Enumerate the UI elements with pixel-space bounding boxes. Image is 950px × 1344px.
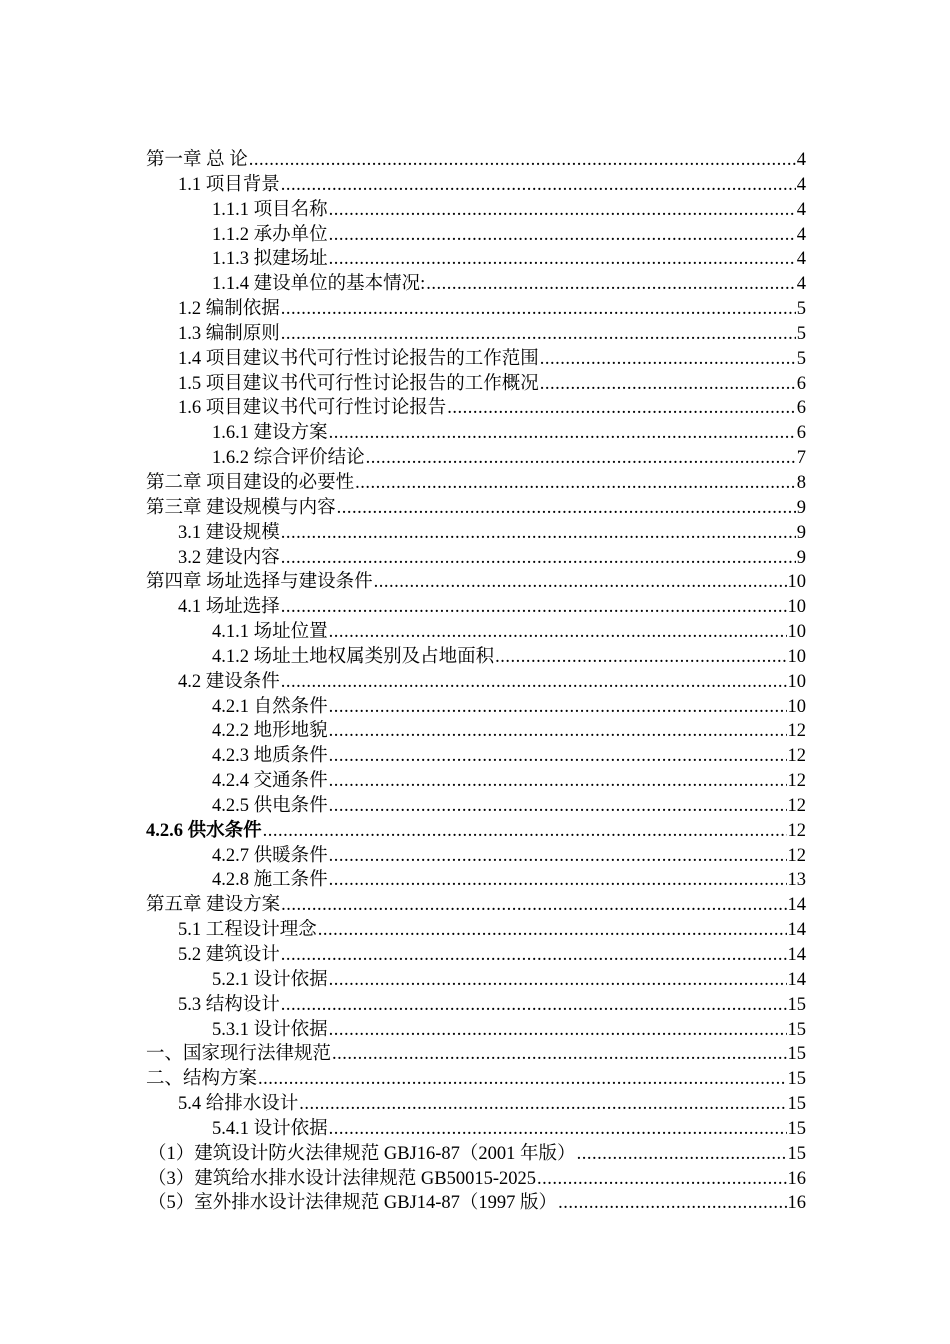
toc-dot-leader: [281, 322, 796, 347]
toc-entry-title: 第五章 建设方案: [146, 895, 281, 916]
toc-entry-title: 5.2 建筑设计: [178, 945, 280, 965]
toc-entry[interactable]: [146, 1042, 806, 1067]
toc-dot-leader: [329, 844, 787, 869]
toc-entry-page-number: 10: [787, 696, 806, 717]
toc-dot-leader: [329, 769, 787, 794]
toc-entry[interactable]: [146, 297, 806, 322]
toc-entry-title: 4.2.6 供水条件: [146, 820, 262, 841]
toc-dot-leader: [299, 1092, 786, 1117]
toc-entry[interactable]: [146, 421, 806, 446]
toc-dot-leader: [495, 645, 786, 670]
toc-dot-leader: [355, 471, 796, 496]
toc-entry-page-number: 15: [787, 994, 806, 1015]
toc-entry-page-number: 8: [796, 472, 806, 493]
toc-entry-page-number: 14: [787, 945, 806, 965]
table-of-contents: [146, 148, 806, 1216]
toc-dot-leader: [329, 247, 796, 272]
toc-entry-title: 第四章 场址选择与建设条件: [146, 572, 373, 593]
toc-dot-leader: [329, 1117, 787, 1142]
toc-entry[interactable]: [146, 496, 806, 521]
toc-entry-page-number: 6: [796, 373, 806, 394]
toc-entry-page-number: 15: [787, 1044, 806, 1065]
toc-dot-leader: [329, 744, 787, 769]
toc-entry-title: 第一章 总 论: [146, 150, 248, 170]
toc-dot-leader: [258, 1067, 786, 1092]
toc-dot-leader: [281, 521, 796, 546]
toc-entry[interactable]: [146, 844, 806, 869]
toc-entry[interactable]: [146, 769, 806, 794]
toc-entry-title: （3）建筑给水排水设计法律规范 GB50015-2025: [148, 1168, 536, 1189]
toc-entry-title: 3.2 建设内容: [178, 547, 280, 568]
toc-dot-leader: [337, 496, 796, 521]
toc-dot-leader: [329, 794, 787, 819]
toc-dot-leader: [329, 719, 787, 744]
toc-dot-leader: [329, 620, 787, 645]
toc-dot-leader: [281, 173, 796, 198]
toc-entry[interactable]: [146, 719, 806, 744]
toc-entry-page-number: 15: [787, 1143, 806, 1164]
toc-entry-title: 4.2.7 供暖条件: [212, 845, 328, 866]
toc-entry-title: 5.4 给排水设计: [178, 1094, 299, 1115]
toc-entry-title: 1.1.1 项目名称: [212, 199, 328, 220]
toc-entry-page-number: 14: [787, 969, 806, 990]
toc-entry-page-number: 9: [796, 497, 806, 518]
toc-dot-leader: [366, 446, 796, 471]
toc-entry-page-number: 10: [787, 597, 806, 618]
toc-dot-leader: [263, 819, 787, 844]
toc-entry[interactable]: [146, 247, 806, 272]
toc-dot-leader: [329, 1018, 787, 1043]
toc-entry[interactable]: [146, 396, 806, 421]
toc-dot-leader: [447, 396, 795, 421]
toc-entry-title: 1.2 编制依据: [178, 299, 280, 320]
toc-entry[interactable]: [146, 695, 806, 720]
toc-entry-page-number: 15: [787, 1094, 806, 1115]
toc-entry-title: 5.2.1 设计依据: [212, 969, 328, 990]
toc-entry-title: 1.6 项目建议书代可行性讨论报告: [178, 398, 447, 419]
toc-entry-page-number: 12: [787, 845, 806, 866]
toc-entry-title: 1.6.1 建设方案: [212, 423, 328, 444]
toc-entry-page-number: 12: [787, 721, 806, 742]
toc-entry[interactable]: [146, 620, 806, 645]
toc-entry[interactable]: [146, 794, 806, 819]
toc-entry[interactable]: [146, 1142, 806, 1167]
toc-entry-title: 3.1 建设规模: [178, 522, 280, 543]
toc-entry-page-number: 9: [796, 522, 806, 543]
toc-entry[interactable]: [146, 546, 806, 571]
toc-entry-title: 4.2.3 地质条件: [212, 746, 328, 767]
toc-entry-page-number: 14: [787, 895, 806, 916]
toc-entry[interactable]: [146, 1092, 806, 1117]
toc-dot-leader: [281, 546, 796, 571]
toc-dot-leader: [329, 421, 796, 446]
toc-dot-leader: [281, 670, 787, 695]
toc-entry-page-number: 5: [796, 323, 806, 344]
toc-dot-leader: [329, 695, 787, 720]
toc-entry-page-number: 5: [796, 348, 806, 369]
toc-entry[interactable]: [146, 1018, 806, 1043]
toc-entry-title: 1.1 项目背景: [178, 174, 280, 195]
toc-dot-leader: [329, 968, 787, 993]
toc-entry[interactable]: [146, 223, 806, 248]
toc-dot-leader: [281, 297, 796, 322]
toc-entry[interactable]: [146, 372, 806, 397]
toc-entry-page-number: 9: [796, 547, 806, 568]
toc-entry-page-number: 15: [787, 1118, 806, 1139]
toc-dot-leader: [374, 570, 787, 595]
toc-entry-title: 5.4.1 设计依据: [212, 1118, 328, 1139]
toc-entry[interactable]: [146, 198, 806, 223]
toc-entry[interactable]: [146, 670, 806, 695]
toc-dot-leader: [281, 595, 787, 620]
toc-dot-leader: [318, 918, 787, 943]
toc-entry-title: （5）室外排水设计法律规范 GBJ14-87（1997 版）: [148, 1193, 558, 1214]
toc-entry[interactable]: [146, 1191, 806, 1216]
toc-dot-leader: [281, 943, 787, 968]
toc-entry-page-number: 4: [796, 224, 806, 245]
toc-entry-page-number: 4: [796, 174, 806, 195]
toc-entry-title: 4.2.5 供电条件: [212, 795, 328, 816]
toc-entry-page-number: 6: [796, 423, 806, 444]
toc-entry-page-number: 12: [787, 820, 806, 841]
toc-entry-page-number: 12: [787, 771, 806, 792]
toc-entry-title: 1.4 项目建议书代可行性讨论报告的工作范围: [178, 348, 539, 369]
toc-entry[interactable]: [146, 595, 806, 620]
toc-entry[interactable]: [146, 322, 806, 347]
toc-entry-title: 4.2.1 自然条件: [212, 696, 328, 717]
toc-entry-title: 一、国家现行法律规范: [146, 1044, 332, 1065]
toc-entry[interactable]: [146, 943, 806, 968]
toc-entry-page-number: 6: [796, 398, 806, 419]
toc-dot-leader: [329, 868, 787, 893]
toc-entry-page-number: 7: [796, 448, 806, 469]
toc-dot-leader: [540, 347, 796, 372]
toc-entry-page-number: 4: [796, 274, 806, 295]
toc-entry-title: （1）建筑设计防火法律规范 GBJ16-87（2001 年版）: [148, 1143, 576, 1164]
toc-entry[interactable]: [146, 993, 806, 1018]
toc-dot-leader: [426, 272, 795, 297]
toc-entry[interactable]: [146, 1167, 806, 1192]
toc-dot-leader: [329, 198, 796, 223]
toc-entry-page-number: 15: [787, 1069, 806, 1090]
toc-entry[interactable]: [146, 173, 806, 198]
toc-dot-leader: [537, 1167, 787, 1192]
toc-entry-page-number: 13: [787, 870, 806, 891]
toc-entry[interactable]: [146, 819, 806, 844]
toc-entry-title: 5.3 结构设计: [178, 994, 280, 1015]
toc-entry-title: 4.1.2 场址土地权属类别及占地面积: [212, 646, 495, 667]
toc-entry[interactable]: [146, 347, 806, 372]
toc-dot-leader: [281, 893, 786, 918]
toc-entry-title: 1.3 编制原则: [178, 323, 280, 344]
toc-entry-page-number: 10: [787, 671, 806, 692]
toc-entry-title: 1.1.2 承办单位: [212, 224, 328, 245]
toc-entry[interactable]: [146, 471, 806, 496]
toc-entry-title: 第二章 项目建设的必要性: [146, 472, 355, 493]
toc-entry-title: 1.6.2 综合评价结论: [212, 448, 365, 469]
toc-dot-leader: [281, 993, 787, 1018]
toc-entry[interactable]: [146, 446, 806, 471]
toc-dot-leader: [577, 1142, 787, 1167]
toc-entry-page-number: 12: [787, 746, 806, 767]
toc-dot-leader: [249, 148, 796, 173]
toc-entry-title: 5.3.1 设计依据: [212, 1019, 328, 1040]
toc-entry[interactable]: [146, 570, 806, 595]
toc-entry[interactable]: [146, 272, 806, 297]
toc-entry[interactable]: [146, 1067, 806, 1092]
toc-entry-page-number: 4: [796, 199, 806, 220]
toc-entry-page-number: 14: [787, 920, 806, 941]
toc-entry-title: 4.2.4 交通条件: [212, 771, 328, 792]
toc-entry[interactable]: [146, 968, 806, 993]
toc-entry[interactable]: [146, 645, 806, 670]
toc-entry[interactable]: [146, 521, 806, 546]
toc-entry-title: 1.1.4 建设单位的基本情况:: [212, 274, 426, 295]
toc-entry-title: 4.2.2 地形地貌: [212, 721, 328, 742]
toc-entry-page-number: 12: [787, 795, 806, 816]
toc-entry[interactable]: [146, 1117, 806, 1142]
toc-entry-page-number: 15: [787, 1019, 806, 1040]
toc-dot-leader: [329, 223, 796, 248]
toc-entry-title: 1.5 项目建议书代可行性讨论报告的工作概况: [178, 373, 539, 394]
toc-entry[interactable]: [146, 918, 806, 943]
toc-entry-page-number: 16: [787, 1168, 806, 1189]
toc-entry-title: 4.1 场址选择: [178, 597, 280, 618]
toc-entry-title: 5.1 工程设计理念: [178, 920, 317, 941]
toc-dot-leader: [558, 1191, 786, 1216]
toc-entry-page-number: 5: [796, 299, 806, 320]
toc-dot-leader: [540, 372, 796, 397]
toc-entry-page-number: 10: [787, 572, 806, 593]
toc-entry[interactable]: [146, 744, 806, 769]
toc-entry[interactable]: [146, 893, 806, 918]
toc-entry[interactable]: [146, 868, 806, 893]
toc-entry-page-number: 10: [787, 646, 806, 667]
toc-entry-title: 第三章 建设规模与内容: [146, 497, 336, 518]
toc-entry-title: 1.1.3 拟建场址: [212, 249, 328, 270]
toc-entry-page-number: 10: [787, 622, 806, 643]
toc-entry-page-number: 4: [796, 150, 806, 170]
toc-entry-page-number: 16: [787, 1193, 806, 1214]
toc-entry-title: 二、结构方案: [146, 1069, 258, 1090]
toc-entry-title: 4.1.1 场址位置: [212, 622, 328, 643]
toc-entry-title: 4.2.8 施工条件: [212, 870, 328, 891]
toc-entry-title: 4.2 建设条件: [178, 671, 280, 692]
toc-entry-page-number: 4: [796, 249, 806, 270]
toc-entry[interactable]: [146, 148, 806, 173]
toc-dot-leader: [332, 1042, 786, 1067]
